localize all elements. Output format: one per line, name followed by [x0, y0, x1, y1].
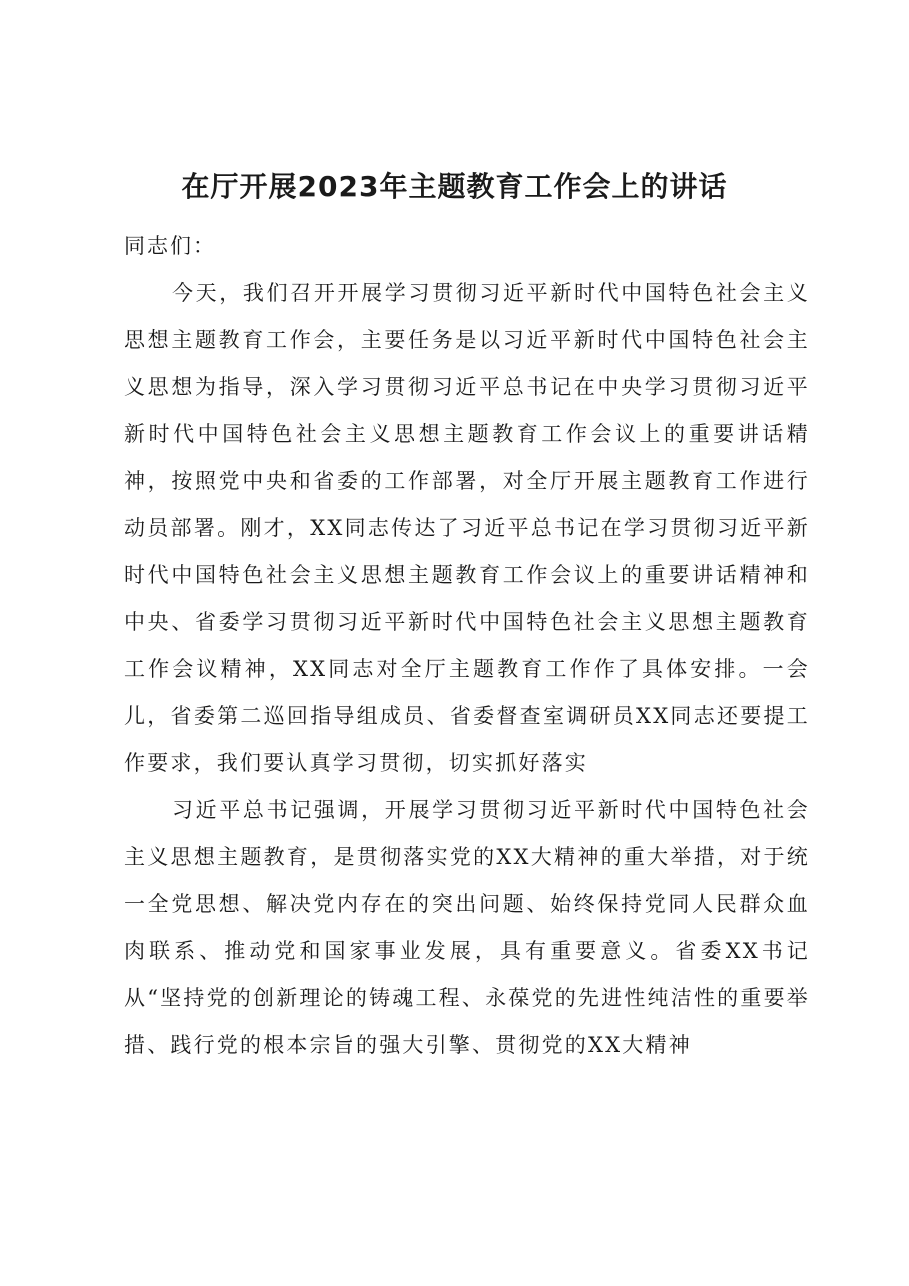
paragraph: 习近平总书记强调，开展学习贯彻习近平新时代中国特色社会主义思想主题教育，是贯彻落实党的XX大精神的重大举措，对于统一全党思想、解决党内存在的突出问题、始终保持党同人民群众血肉联系、推动党和国家事业发展，具有重要意义。省委XX书记从“坚持党的创新理论的铸魂工程、永葆党的先进性纯洁性的重要举措、践行党的根本宗旨的强大引擎、贯彻党的XX大精神	[124, 798, 810, 1057]
paragraph: 今天，我们召开开展学习贯彻习近平新时代中国特色社会主义思想主题教育工作会，主要任务是以习近平新时代中国特色社会主义思想为指导，深入学习贯彻习近平总书记在中央学习贯彻习近平新时代中国特色社会主义思想主题教育工作会议上的重要讲话精神，按照党中央和省委的工作部署，对全厅开展主题教育工作进行动员部署。刚才，XX同志传达了习近平总书记在学习贯彻习近平新时代中国特色社会主义思想主题教育工作会议上的重要讲话精神和中央、省委学习贯彻习近平新时代中国特色社会主义思想主题教育工作会议精神，XX同志对全厅主题教育工作作了具体安排。一会儿，省委第二巡回指导组成员、省委督查室调研员XX同志还要提工作要求，我们要认真学习贯彻，切实抓好落实	[124, 281, 810, 775]
salutation: 同志们：	[124, 234, 216, 258]
document-body	[124, 223, 810, 1069]
document-title: 在厅开展2023年主题教育工作会上的讲话	[181, 170, 728, 203]
